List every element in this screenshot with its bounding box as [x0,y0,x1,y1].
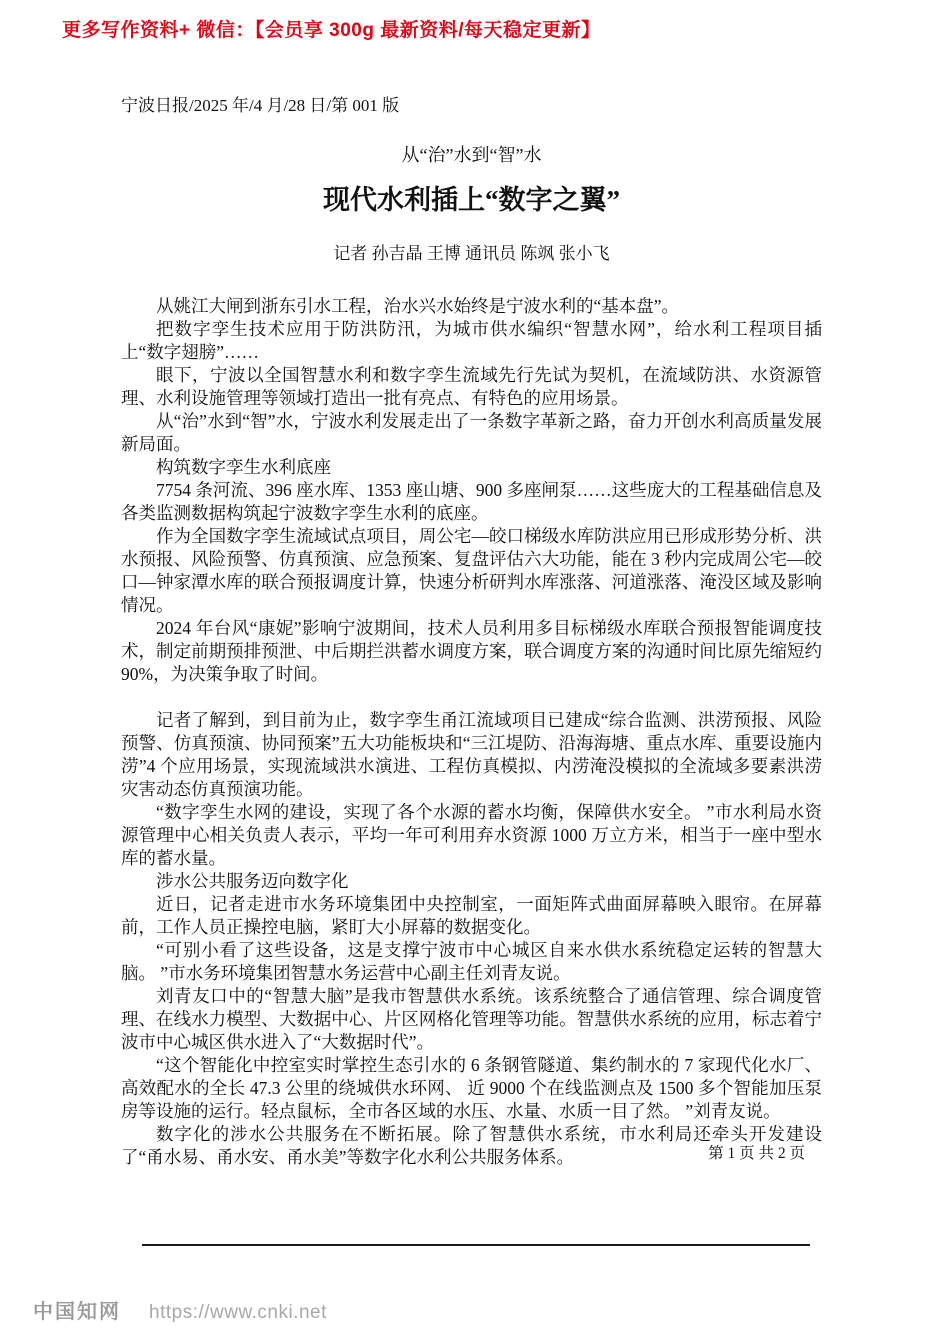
paragraph: “数字孪生水网的建设，实现了各个水源的蓄水均衡，保障供水安全。 ”市水利局水资源管理中心相关负责人表示，平均一年可利用弃水资源 1000 万立方米，相当于一座中型水库的蓄水量。 [121,802,822,868]
article-subtitle: 从“治”水到“智”水 [401,145,542,165]
paragraph: 从姚江大闸到浙东引水工程，治水兴水始终是宁波水利的“基本盘”。 [156,296,680,316]
paragraph: 把数字孪生技术应用于防洪防汛，为城市供水编织“智慧水网”，给水利工程项目插上“数字翅膀”…… [121,319,822,362]
paragraph: “这个智能化中控室实时掌控生态引水的 6 条钢管隧道、集约制水的 7 家现代化水厂、高效配水的全长 47.3 公里的绕城供水环网、 近 9000 个在线监测点及 1500 多个智能加压泵房等设施的运行。轻点鼠标，全市各区域的水压、水量、水质一目了然。 ”刘青友说。 [121,1055,822,1121]
paragraph: 刘青友口中的“智慧大脑”是我市智慧供水系统。该系统整合了通信管理、综合调度管理、在线水力模型、大数据中心、片区网格化管理等功能。智慧供水系统的应用，标志着宁波市中心城区供水进入了“大数据时代”。 [121,986,822,1052]
article-title: 现代水利插上“数字之翼” [323,185,620,215]
paragraph: 近日，记者走进市水务环境集团中央控制室，一面矩阵式曲面屏幕映入眼帘。在屏幕前，工作人员正操控电脑，紧盯大小屏幕的数据变化。 [121,894,822,937]
page-divider-line [142,1244,810,1246]
paragraph: 记者了解到，到目前为止，数字孪生甬江流域项目已建成“综合监测、洪涝预报、风险预警、仿真预演、协同预案”五大功能板块和“三江堤防、沿海海塘、重点水库、重要设施内涝”4 个应用场景，实现流域洪水演进、工程仿真模拟、内涝淹没模拟的全流域多要素洪涝灾害动态仿真预演功能。 [121,710,822,799]
article-content [121,95,822,1169]
article-source-line: 宁波日报/2025 年/4 月/28 日/第 001 版 [121,96,400,115]
article-body [121,295,822,1169]
paragraph: 眼下，宁波以全国智慧水利和数字孪生流域先行先试为契机，在流域防洪、水资源管理、水利设施管理等领域打造出一批有亮点、有特色的应用场景。 [121,365,822,408]
cnki-footer [33,1295,327,1324]
page-indicator: 第 1 页 共 2 页 [708,1145,805,1162]
paragraph-spacer [121,686,822,709]
paragraph: “可别小看了这些设备，这是支撑宁波市中心城区自来水供水系统稳定运转的智慧大脑。 ”市水务环境集团智慧水务运营中心副主任刘青友说。 [121,940,822,983]
section-heading: 构筑数字孪生水利底座 [156,457,331,477]
paragraph: 数字化的涉水公共服务在不断拓展。除了智慧供水系统，市水利局还牵头开发建设了“甬水易、甬水安、甬水美”等数字化水利公共服务体系。 [121,1124,822,1167]
paragraph: 7754 条河流、396 座水库、1353 座山塘、900 多座闸泵……这些庞大的工程基础信息及各类监测数据构筑起宁波数字孪生水利的底座。 [121,480,822,523]
promo-banner-text: 更多写作资料+ 微信：【会员享 300g 最新资料/每天稳定更新】 [62,20,601,41]
paragraph: 从“治”水到“智”水，宁波水利发展走出了一条数字革新之路，奋力开创水利高质量发展新局面。 [121,411,822,454]
paragraph: 作为全国数字孪生流域试点项目，周公宅—皎口梯级水库防洪应用已形成形势分析、洪水预报、风险预警、仿真预演、应急预案、复盘评估六大功能，能在 3 秒内完成周公宅—皎口—钟家潭水库的联合预报调度计算，快速分析研判水库涨落、河道涨落、淹没区域及影响情况。 [121,526,822,615]
cnki-url-link[interactable]: https://www.cnki.net [149,1302,327,1323]
cnki-logo-text: 中国知网 [33,1301,121,1323]
section-heading: 涉水公共服务迈向数字化 [156,871,349,891]
article-byline: 记者 孙吉晶 王博 通讯员 陈飒 张小飞 [333,244,610,263]
paragraph: 2024 年台风“康妮”影响宁波期间，技术人员利用多目标梯级水库联合预报智能调度技术，制定前期预排预泄、中后期拦洪蓄水调度方案，联合调度方案的沟通时间比原先缩短约 90%，为决策争取了时间。 [121,618,822,684]
